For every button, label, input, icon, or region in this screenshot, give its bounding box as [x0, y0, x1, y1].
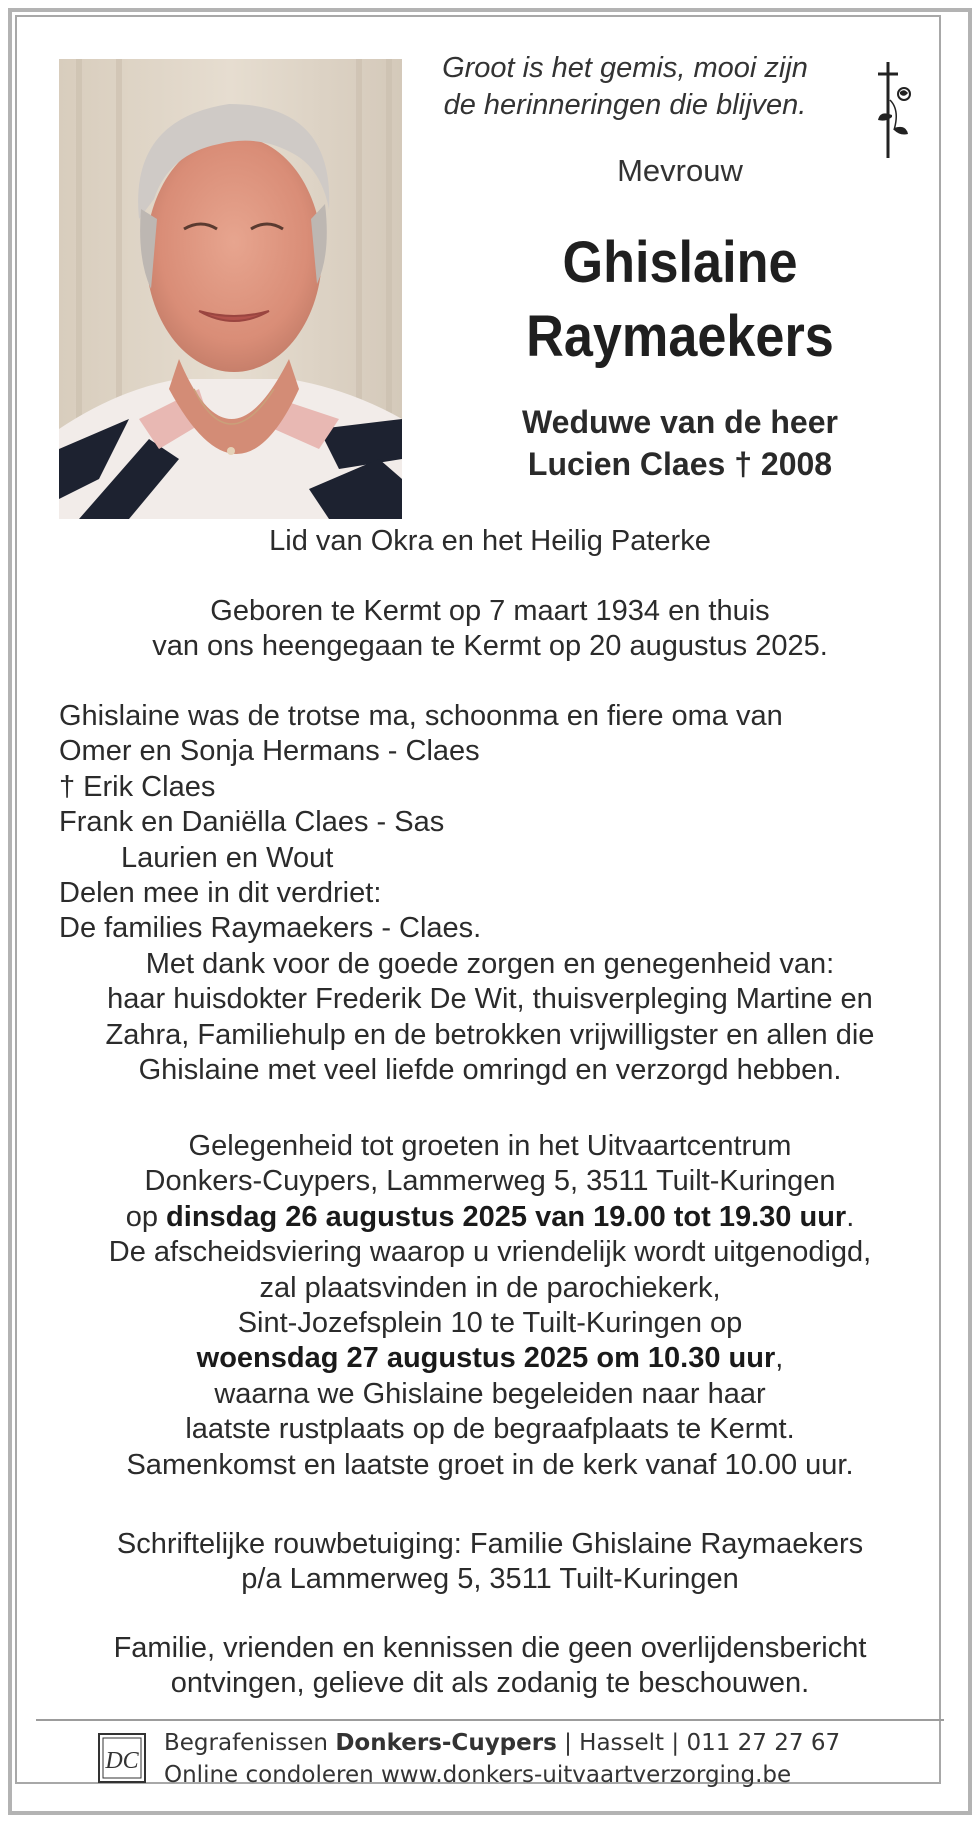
company-name: Donkers-Cuypers	[335, 1730, 557, 1756]
notice-line-1: Familie, vrienden en kennissen die geen overlijdensbericht	[113, 1632, 867, 1664]
service-datetime: woensdag 27 augustus 2025 om 10.30 uur	[196, 1342, 776, 1375]
phone-number: 011 27 27 67	[686, 1730, 841, 1756]
viewing-datetime: dinsdag 26 augustus 2025 van 19.00 tot 19.30 uur	[166, 1200, 847, 1233]
thanks-line: Met dank voor de goede zorgen en genegenheid van:	[145, 948, 835, 980]
thanks-line: haar huisdokter Frederik De Wit, thuisverpleging Martine en	[107, 983, 873, 1016]
condolence-line-1: Schriftelijke rouwbetuiging: Familie Ghislaine Raymaekers	[116, 1528, 864, 1560]
service-line-4: woensdag 27 augustus 2025 om 10.30 uur,	[196, 1342, 784, 1375]
footer	[164, 1727, 924, 1791]
birth-line-1: Geboren te Kermt op 7 maart 1934 en thuis	[210, 595, 770, 627]
birth-death-info	[40, 594, 940, 665]
footer-line-1: Begrafenissen Donkers-Cuypers | Hasselt | 011 27 27 67	[164, 1730, 841, 1756]
family-line: Laurien en Wout	[121, 841, 334, 874]
family-line: Omer en Sonja Hermans - Claes	[59, 735, 480, 768]
funeral-home-logo	[97, 1730, 149, 1791]
service-line-3: Sint-Jozefsplein 10 te Tuilt-Kuringen op	[237, 1307, 743, 1340]
service-line-5: waarna we Ghislaine begeleiden naar haar	[214, 1377, 766, 1410]
last-name: Raymaekers	[526, 304, 834, 369]
birth-line-2: van ons heengegaan te Kermt op 20 augustus 2025.	[152, 630, 828, 663]
family-line: Delen mee in dit verdriet:	[59, 877, 382, 910]
viewing-line-3: op dinsdag 26 augustus 2025 van 19.00 tot 19.30 uur.	[125, 1200, 855, 1233]
thanks-paragraph	[40, 947, 940, 1089]
city: Hasselt	[579, 1730, 665, 1756]
svg-text:DC: DC	[105, 1748, 139, 1774]
service-line-6: laatste rustplaats op de begraafplaats te Kermt.	[185, 1413, 795, 1446]
family-list	[59, 699, 919, 947]
family-line: De families Raymaekers - Claes.	[59, 912, 482, 945]
service-line-7: Samenkomst en laatste groet in de kerk vanaf 10.00 uur.	[126, 1448, 854, 1481]
cross-rose-icon	[870, 60, 920, 165]
portrait-photo	[59, 59, 402, 519]
portrait-illustration	[59, 59, 402, 519]
notice-line-2: ontvingen, gelieve dit als zodanig te beschouwen.	[170, 1667, 810, 1700]
widow-line-2: Lucien Claes † 2008	[527, 446, 833, 482]
family-line: Frank en Daniëlla Claes - Sas	[59, 806, 445, 839]
family-line: † Erik Claes	[59, 770, 216, 803]
thanks-line: Zahra, Familiehulp en de betrokken vrijwilligster en allen die	[105, 1018, 875, 1051]
widow-line-1: Weduwe van de heer	[522, 404, 838, 440]
salutation: Mevrouw	[617, 153, 743, 188]
footer-line-2: Online condoleren www.donkers-uitvaartverzorging.be	[164, 1762, 792, 1788]
service-line-1: De afscheidsviering waarop u vriendelijk wordt uitgenodigd,	[108, 1236, 872, 1269]
widow-note	[430, 401, 930, 485]
deceased-name	[455, 226, 905, 374]
membership: Lid van Okra en het Heilig Paterke	[269, 525, 711, 557]
condolence-address	[40, 1527, 940, 1598]
quote-line-1: Groot is het gemis, mooi zijn	[442, 52, 808, 84]
service-line-2: zal plaatsvinden in de parochiekerk,	[259, 1271, 721, 1304]
family-line: Ghislaine was de trotse ma, schoonma en fiere oma van	[59, 700, 783, 732]
footer-divider	[36, 1719, 944, 1721]
first-name: Ghislaine	[562, 230, 798, 295]
condolence-line-2: p/a Lammerweg 5, 3511 Tuilt-Kuringen	[241, 1563, 739, 1596]
notice-paragraph	[40, 1631, 940, 1702]
funeral-arrangements	[40, 1129, 940, 1483]
memorial-quote	[405, 50, 845, 124]
thanks-line: Ghislaine met veel liefde omringd en verzorgd hebben.	[138, 1054, 842, 1087]
viewing-line-1: Gelegenheid tot groeten in het Uitvaartcentrum	[188, 1130, 792, 1162]
quote-line-2: de herinneringen die blijven.	[443, 89, 807, 121]
website-link[interactable]: www.donkers-uitvaartverzorging.be	[381, 1762, 792, 1788]
viewing-line-2: Donkers-Cuypers, Lammerweg 5, 3511 Tuilt-Kuringen	[144, 1165, 836, 1198]
